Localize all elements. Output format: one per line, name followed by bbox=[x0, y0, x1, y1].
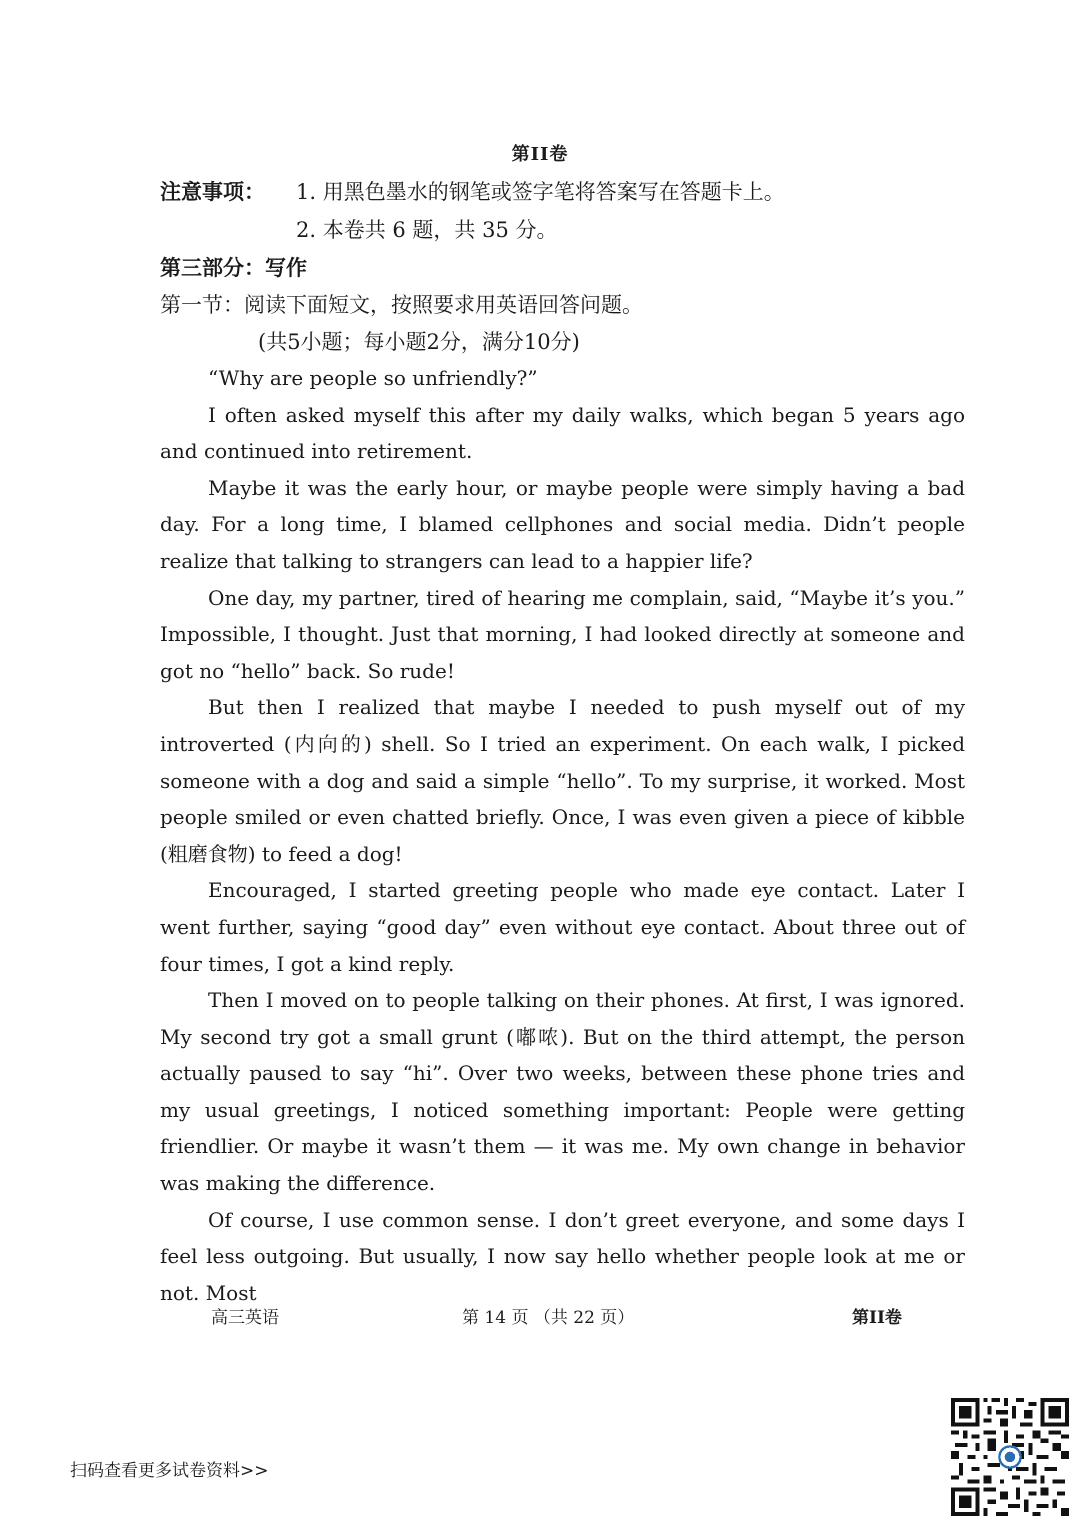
passage-paragraph: Then I moved on to people talking on their phones. At first, I was ignored. My second try got a small grunt (嘟哝). But on the third attempt, the person actually paused to say “hi”. Over two weeks, between these phone tries and my usual greetings, I noticed something important: People were getting friendlier. Or maybe it wasn’t them — it was me. My own change in behavior was making the difference. bbox=[160, 988, 965, 1196]
note-item-1: 1. 用黑色墨水的钢笔或签字笔将答案写在答题卡上。 bbox=[296, 180, 785, 204]
passage-paragraph: One day, my partner, tired of hearing me complain, said, “Maybe it’s you.” Impossible, I thought. Just that morning, I had looked directly at someone and got no “hello” back. So rude! bbox=[160, 585, 965, 683]
footer-subject: 高三英语 bbox=[211, 1308, 279, 1328]
passage-paragraph: Encouraged, I started greeting people who made eye contact. Later I went further, saying “good day” even without eye contact. About three out of four times, I got a kind reply. bbox=[160, 878, 965, 976]
part3-heading: 第三部分：写作 bbox=[160, 255, 307, 280]
footer-volume: 第II卷 bbox=[852, 1308, 902, 1328]
scan-for-more-link[interactable]: 扫码查看更多试卷资料>> bbox=[70, 1461, 269, 1481]
passage-paragraph: Maybe it was the early hour, or maybe people were simply having a bad day. For a long time, I blamed cellphones and social media. Didn’t people realize that talking to strangers can lead to a happier life? bbox=[160, 475, 965, 573]
reading-passage bbox=[160, 360, 965, 1311]
qr-code-icon[interactable] bbox=[951, 1398, 1069, 1516]
footer-page-info: 第 14 页 （共 22 页） bbox=[462, 1308, 635, 1328]
section1-subheading: (共5小题；每小题2分，满分10分) bbox=[258, 330, 580, 354]
notes-label: 注意事项： bbox=[160, 179, 265, 204]
passage-paragraph: “Why are people so unfriendly?” bbox=[208, 366, 538, 390]
passage-paragraph: I often asked myself this after my daily walks, which began 5 years ago and continued into retirement. bbox=[160, 402, 965, 464]
section1-heading: 第一节：阅读下面短文，按照要求用英语回答问题。 bbox=[160, 293, 643, 317]
passage-paragraph: Of course, I use common sense. I don’t greet everyone, and some days I feel less outgoing. But usually, I now say hello whether people look at me or not. Most bbox=[160, 1207, 965, 1305]
note-item-2: 2. 本卷共 6 题，共 35 分。 bbox=[296, 218, 558, 242]
passage-paragraph: But then I realized that maybe I needed to push myself out of my introverted (内向的) shell. So I tried an experiment. On each walk, I picked someone with a dog and said a simple “hello”. To my surprise, it worked. Most people smiled or even chatted briefly. Once, I was even given a piece of kibble (粗磨食物) to feed a dog! bbox=[160, 695, 965, 866]
section-title: 第II卷 bbox=[511, 144, 569, 165]
